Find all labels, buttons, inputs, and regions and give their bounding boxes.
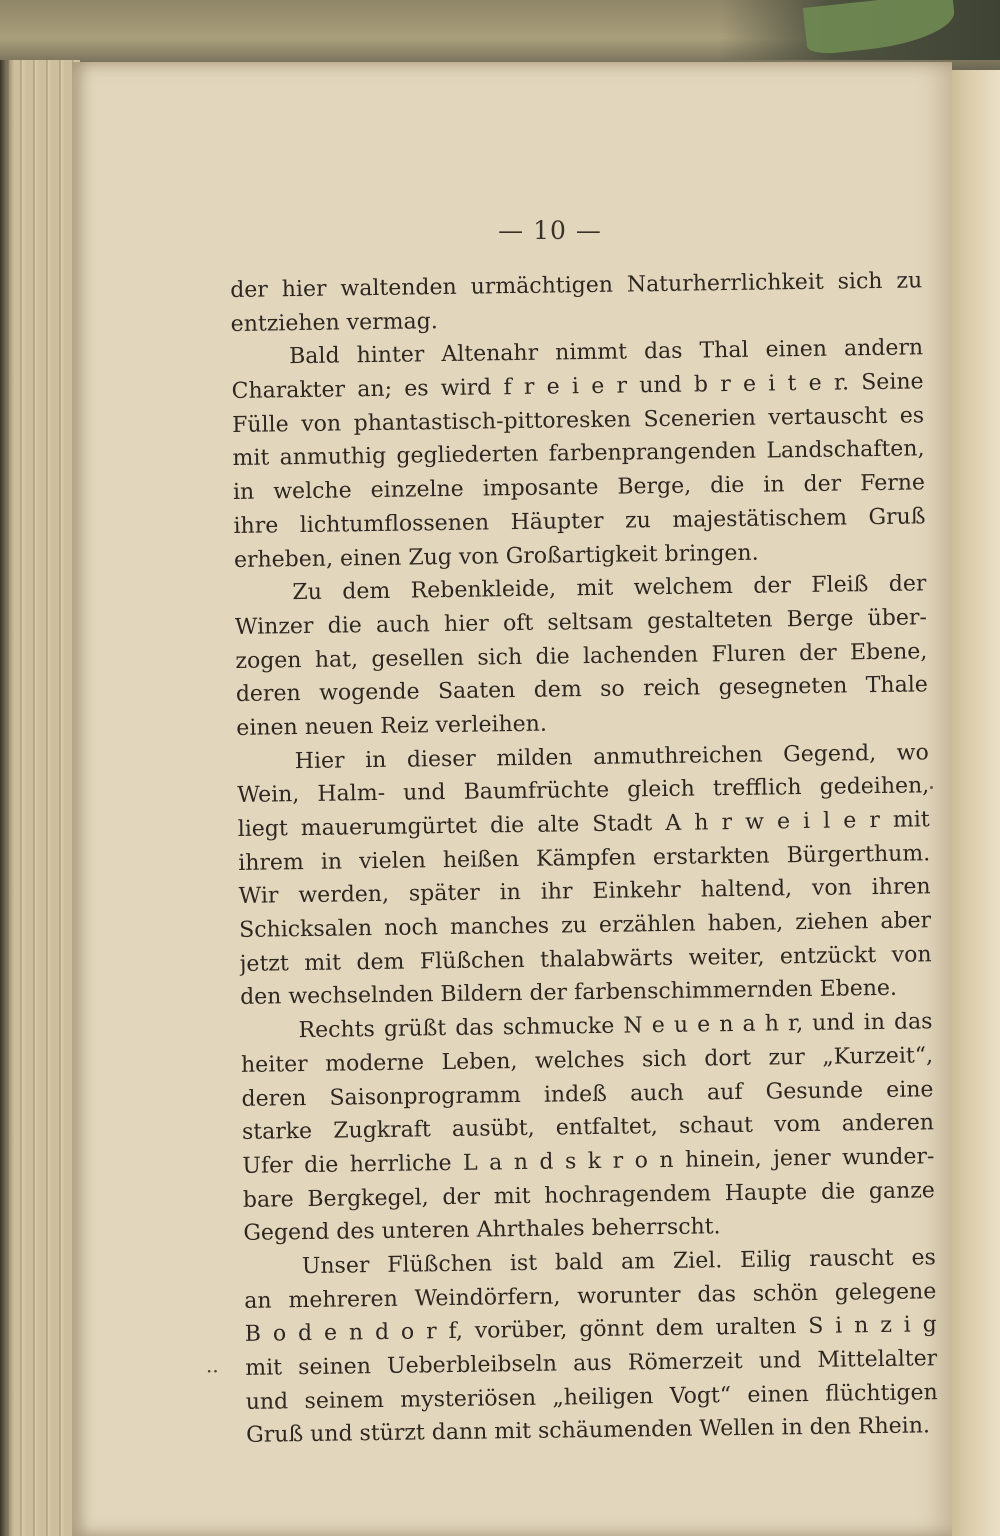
text-line: Fülle von phantastisch-pittoresken Scenerien vertauscht es [231,403,925,438]
text-line: Winzer die auch hier oft seltsam gestalteten Berge über- [234,605,928,640]
text-line: zogen hat, gesellen sich die lachenden Fluren der Ebene, [235,638,928,674]
text-line: der hier waltenden urmächtigen Naturherrlichkeit sich zu [230,268,923,303]
text-line: ihre lichtumflossenen Häupter zu majestätischem Gruß [233,504,926,539]
text-line: ihrem in vielen heißen Kämpfen erstarkten Bürgerthum. [238,840,931,876]
text-line: heiter moderne Leben, welches sich dort zur „Kurzeit“, [240,1043,934,1078]
text-line: Ufer die herrliche L a n d s k r o n hinein, jener wunder- [242,1144,935,1179]
text-line: Hier in dieser milden anmuthreichen Gegend, wo [294,739,929,774]
text-line: Gegend des unteren Ahrthales beherrscht. [243,1214,721,1247]
text-line: liegt mauerumgürtet die alte Stadt A h r w e i l e r mit [237,807,930,842]
text-line: an mehreren Weindörfern, worunter das schön gelegene [244,1278,937,1314]
text-line: und seinem mysteriösen „heiligen Vogt“ einen flüchtigen [245,1379,938,1415]
text-line: einen neuen Reiz verleihen. [236,711,548,741]
text-line: Bald hinter Altenahr nimmt das Thal einen andern [288,335,924,370]
text-line: jetzt mit dem Flüßchen thalabwärts weiter, entzückt von [239,942,932,977]
text-line: B o d e n d o r f, vorüber, gönnt dem uralten S i n z i g [244,1312,937,1348]
text-line: deren wogende Saaten dem so reich gesegneten Thale [235,672,928,708]
text-line: Charakter an; es wird f r e i e r und b r e i t e r. Seine [231,369,924,405]
text-line: Gruß und stürzt dann mit schäumenden Wellen in den Rhein. [246,1413,931,1449]
text-line: starke Zugkraft ausübt, entfaltet, schaut vom anderen [241,1110,935,1146]
text-line: in welche einzelne imposante Berge, die in der Ferne [232,470,926,506]
right-page-edge [946,70,1000,1536]
text-line: Wein, Halm- und Baumfrüchte gleich trefflich gedeihen, [237,773,930,809]
text-line: den wechselnden Bildern der farbenschimmernden Ebene. [239,976,898,1011]
text-line: Wir werden, später in ihr Einkehr haltend, von ihren [238,874,931,910]
text-line: erheben, einen Zug von Großartigkeit bringen. [233,540,759,573]
text-line: entziehen vermag. [230,308,438,337]
text-line: Schicksalen noch manches zu erzählen haben, ziehen aber [238,908,932,943]
text-line: bare Bergkegel, der mit hochragendem Haupte die ganze [242,1177,936,1213]
margin-dash-mark: ·· [206,1359,219,1383]
text-line: deren Saisonprogramm indeß auch auf Gesunde eine [241,1076,934,1112]
binding-shadow [0,60,14,1536]
page-text-block [230,264,938,1453]
margin-mark [930,786,933,789]
text-line: mit anmuthig gegliederten farbenprangenden Landschaften, [232,436,925,472]
text-line: Rechts grüßt das schmucke N e u e n a h r, und in das [298,1009,933,1044]
text-line: Zu dem Rebenkleide, mit welchem der Fleiß der [292,571,927,606]
text-line: mit seinen Ueberbleibseln aus Römerzeit und Mittelalter [245,1346,938,1381]
text-line: Unser Flüßchen ist bald am Ziel. Eilig rauscht es [301,1245,936,1280]
page-number: — 10 — [498,216,602,245]
